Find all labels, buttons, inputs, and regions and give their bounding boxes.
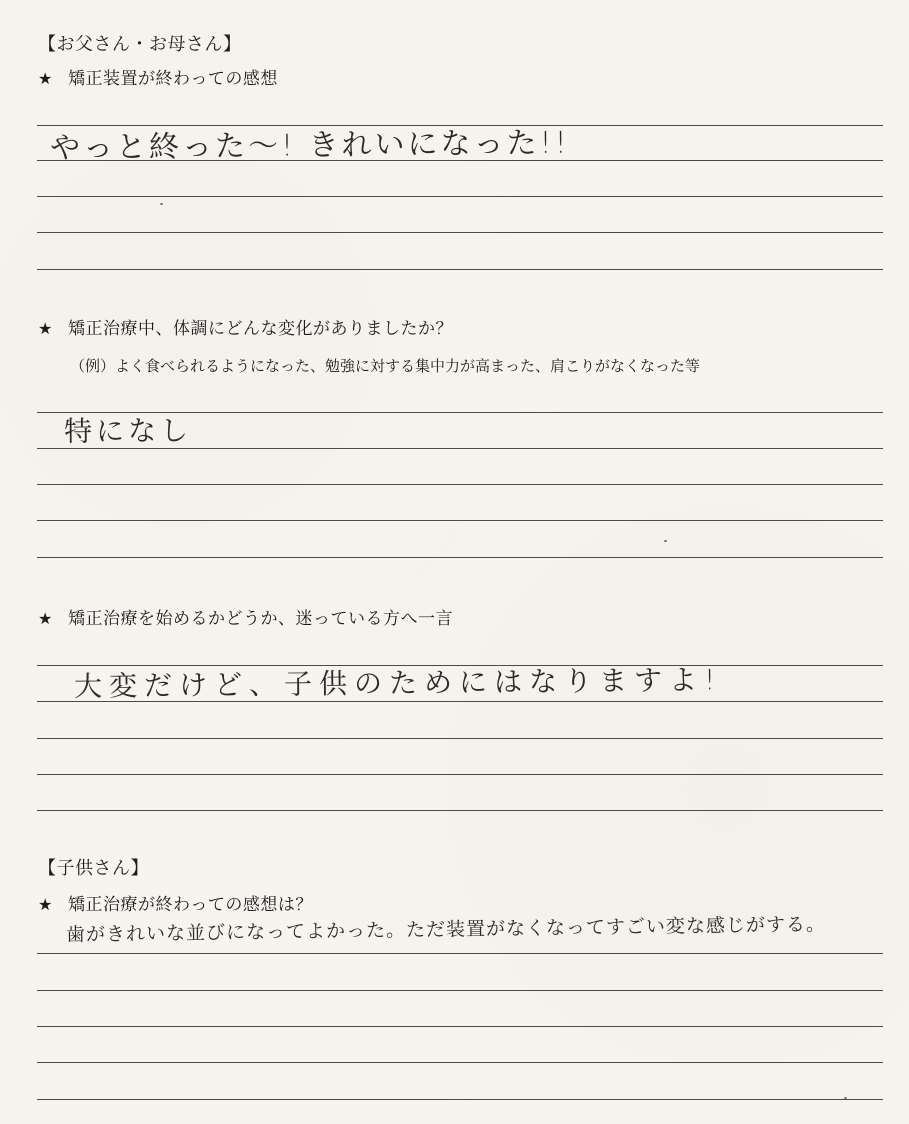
- parents-section-heading: 【お父さん・お母さん】: [38, 34, 242, 55]
- child-section-heading: 【子供さん】: [38, 858, 149, 879]
- answer-line: [37, 557, 883, 558]
- answer-line: [37, 269, 883, 270]
- answer-line: [37, 810, 883, 811]
- answer-line: [37, 1062, 883, 1063]
- parents-answer-1: やっと終った～! きれいになった!!: [49, 125, 570, 166]
- parents-answer-2: 特になし: [63, 414, 193, 448]
- answer-line: [37, 990, 883, 991]
- parents-question-1: [38, 68, 278, 90]
- answer-line: [37, 520, 883, 521]
- answer-line: [37, 774, 883, 775]
- answer-line: [37, 125, 883, 126]
- scan-speck: [844, 1097, 847, 1099]
- answer-line: [37, 160, 883, 161]
- parents-question-2-text: 矯正治療中、体調にどんな変化がありましたか？: [68, 319, 453, 339]
- child-question-1: [38, 894, 313, 916]
- scan-speck: [160, 203, 163, 205]
- answer-line: [37, 448, 883, 449]
- answer-line: [37, 412, 883, 413]
- parents-answer-3: 大変だけど、子供のためにはなりますよ!: [73, 663, 723, 703]
- parents-question-1-text: 矯正装置が終わっての感想: [68, 69, 278, 89]
- star-icon: ★: [38, 895, 53, 914]
- answer-line: [37, 665, 883, 666]
- answer-line: [37, 738, 883, 739]
- answer-line: [37, 701, 883, 702]
- parents-question-2-example: （例）よく食べられるようになった、勉強に対する集中力が高まった、肩こりがなくなった等: [70, 357, 701, 375]
- parents-question-3-text: 矯正治療を始めるかどうか、迷っている方へ一言: [68, 609, 453, 629]
- parents-question-3: [38, 608, 453, 630]
- answer-line: [37, 232, 883, 233]
- scan-speck: [664, 540, 667, 542]
- answer-line: [37, 196, 883, 197]
- answer-line: [37, 1099, 883, 1100]
- answer-line: [37, 1026, 883, 1027]
- answer-line: [37, 484, 883, 485]
- star-icon: ★: [38, 609, 53, 628]
- star-icon: ★: [38, 319, 53, 338]
- child-question-1-text: 矯正治療が終わっての感想は？: [68, 895, 313, 915]
- answer-line: [37, 953, 883, 954]
- child-answer-1: 歯がきれいな並びになってよかった。ただ装置がなくなってすごい変な感じがする。: [65, 913, 827, 946]
- parents-question-2: [38, 318, 453, 340]
- star-icon: ★: [38, 69, 53, 88]
